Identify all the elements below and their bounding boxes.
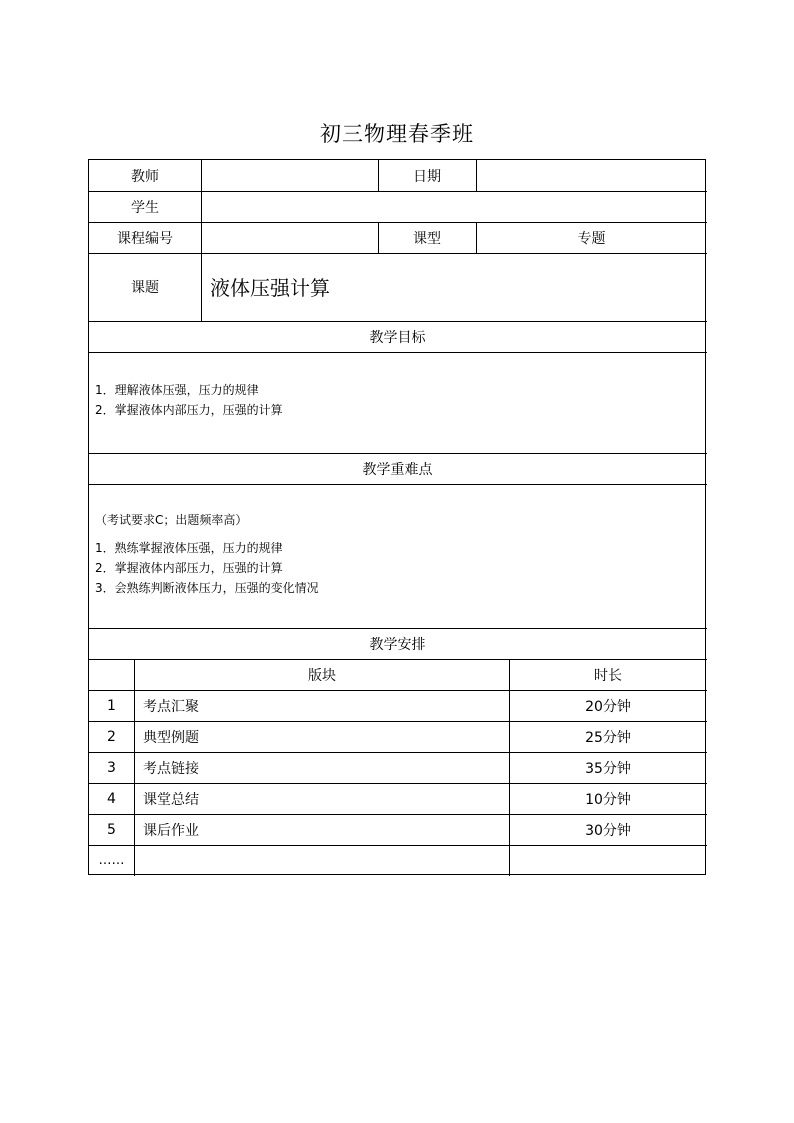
key-points-heading: 教学重难点 (362, 461, 433, 478)
teacher-field[interactable] (202, 160, 378, 191)
list-item: 1．熟练掌握液体压强，压力的规律 (95, 541, 283, 555)
objectives-heading: 教学目标 (369, 329, 426, 346)
date-field[interactable] (477, 160, 706, 191)
topic-value: 液体压强计算 (210, 275, 330, 300)
key-points-list (95, 510, 319, 598)
row-section: 课后作业 (143, 822, 199, 839)
row-duration: 25分钟 (585, 729, 631, 746)
row-number: 3 (107, 759, 116, 776)
list-item: 2．掌握液体内部压力，压强的计算 (95, 403, 283, 417)
student-label: 学生 (131, 199, 159, 216)
row-section: 典型例题 (143, 729, 199, 746)
student-field[interactable] (202, 191, 706, 222)
row-number: 5 (107, 821, 116, 838)
schedule-heading: 教学安排 (369, 636, 426, 653)
row-number: 1 (107, 697, 116, 714)
row-duration: 10分钟 (585, 791, 631, 808)
more-rows-indicator: …… (98, 853, 125, 868)
col-header-duration: 时长 (594, 667, 622, 684)
row-duration: 30分钟 (585, 822, 631, 839)
course-no-field[interactable] (202, 222, 378, 253)
course-no-label: 课程编号 (117, 230, 173, 247)
list-item: 2．掌握液体内部压力，压强的计算 (95, 561, 283, 575)
date-label: 日期 (413, 168, 441, 185)
row-number: 4 (107, 790, 116, 807)
topic-label: 课题 (131, 280, 159, 296)
row-number: 2 (107, 728, 116, 745)
row-duration: 35分钟 (585, 760, 631, 777)
course-type-label: 课型 (413, 230, 441, 247)
row-section[interactable] (135, 845, 509, 876)
objectives-list (95, 380, 283, 420)
row-duration: 20分钟 (585, 698, 631, 715)
list-item: 3．会熟练判断液体压力，压强的变化情况 (95, 581, 319, 595)
page-title: 初三物理春季班 (320, 122, 474, 146)
row-section: 课堂总结 (143, 791, 199, 808)
list-item: 1．理解液体压强，压力的规律 (95, 383, 259, 397)
row-divider (89, 484, 707, 485)
row-duration[interactable] (510, 845, 706, 876)
teacher-label: 教师 (131, 168, 159, 185)
col-header-section: 版块 (308, 667, 336, 684)
row-divider (89, 352, 707, 353)
row-section: 考点链接 (143, 760, 199, 777)
course-type-value: 专题 (577, 230, 606, 247)
row-section: 考点汇聚 (143, 698, 199, 715)
key-points-note: （考试要求C；出题频率高） (95, 513, 248, 527)
